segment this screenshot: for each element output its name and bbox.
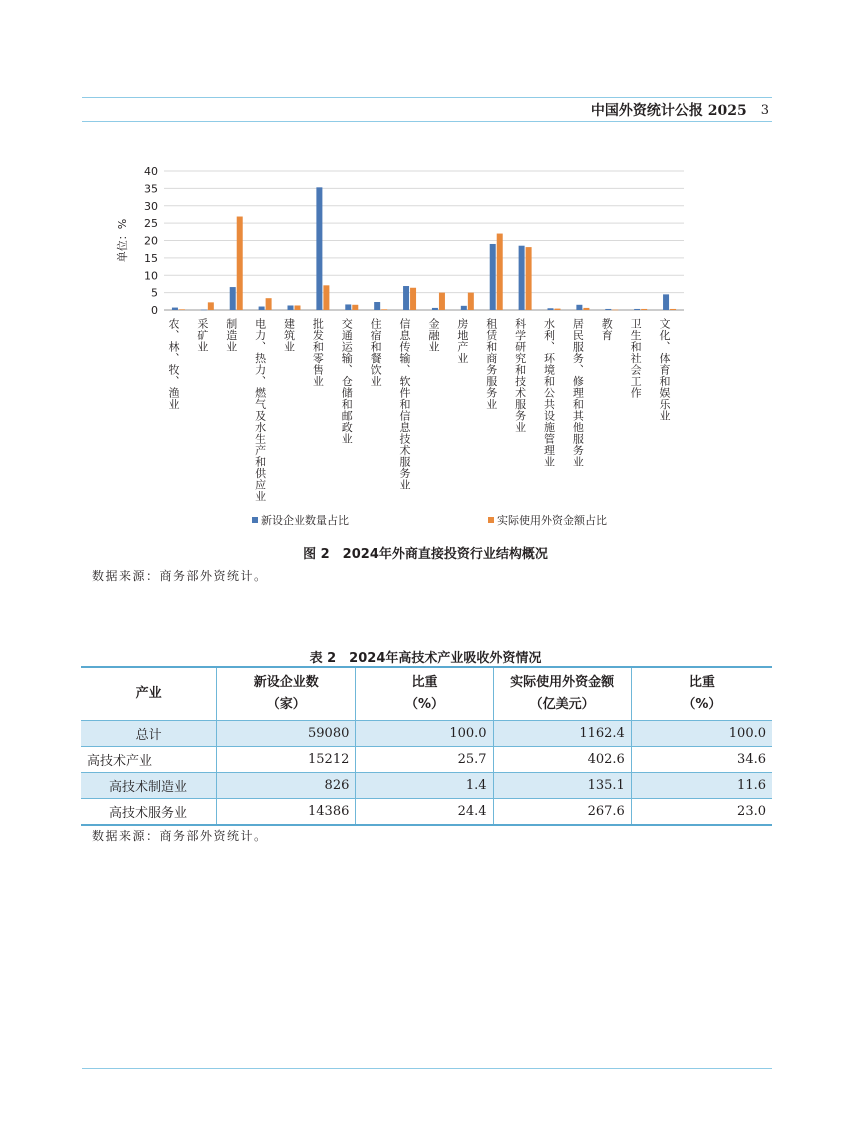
table-caption: 表 2 2024年高技术产业吸收外资情况 (309, 651, 542, 666)
bar-new-enterprises (201, 310, 207, 311)
row-label: 高技术服务业 (81, 799, 217, 826)
col-header-share-enterprises (356, 667, 493, 721)
row-label: 高技术产业 (81, 747, 217, 773)
bar-actual-fdi (410, 288, 416, 310)
bar-new-enterprises (432, 308, 438, 310)
col-header-line2: （家） (266, 697, 306, 712)
bar-actual-fdi (179, 309, 185, 310)
x-category-label: 文化、体育和娱乐业 (658, 318, 672, 422)
y-tick-label: 25 (144, 217, 158, 231)
x-category-label: 水利、环境和公共设施管理业 (542, 318, 556, 468)
bar-new-enterprises (288, 305, 294, 310)
legend-label: 实际使用外资金额占比 (497, 514, 607, 527)
col-header-line1: 产业 (135, 686, 162, 701)
x-category-label: 教育 (600, 318, 614, 341)
bar-new-enterprises (345, 304, 351, 310)
x-category-label: 信息传输、软件和信息技术服务业 (398, 318, 412, 491)
legend-swatch (252, 517, 258, 523)
bar-actual-fdi (237, 217, 243, 310)
table-row-high-tech-manufacturing (81, 773, 772, 799)
table-source: 数据来源：商务部外资统计。 (92, 829, 268, 843)
cell-share-fdi: 11.6 (631, 773, 772, 799)
bar-actual-fdi (555, 309, 561, 310)
col-header-industry (81, 667, 217, 721)
col-header-line1: 比重 (688, 675, 715, 690)
row-label: 高技术制造业 (81, 773, 217, 799)
cell-share-enterprises: 25.7 (356, 747, 493, 773)
x-category-label: 住宿和餐饮业 (369, 318, 383, 387)
bar-actual-fdi (266, 298, 272, 310)
cell-new-enterprises: 15212 (217, 747, 356, 773)
bar-actual-fdi (208, 302, 214, 310)
y-tick-label: 15 (144, 251, 158, 265)
y-tick-label: 40 (144, 165, 158, 178)
header-title: 中国外资统计公报 2025 (590, 103, 747, 119)
x-category-label: 制造业 (224, 318, 238, 353)
cell-actual-fdi: 135.1 (493, 773, 631, 799)
bar-actual-fdi (352, 305, 358, 310)
bar-actual-fdi (439, 293, 445, 310)
col-header-line1: 比重 (411, 675, 438, 690)
bar-actual-fdi (497, 234, 503, 310)
x-category-label: 交通运输、仓储和邮政业 (340, 318, 354, 445)
bar-new-enterprises (576, 305, 582, 310)
bar-new-enterprises (461, 306, 467, 310)
bar-new-enterprises (634, 309, 640, 310)
cell-share-fdi: 100.0 (631, 721, 772, 747)
bar-actual-fdi (641, 309, 647, 310)
page-number: 3 (760, 102, 769, 118)
cell-share-fdi: 23.0 (631, 799, 772, 826)
x-category-label: 房地产业 (455, 318, 469, 364)
figure-caption: 图 2 2024年外商直接投资行业结构概况 (303, 547, 548, 562)
bar-new-enterprises (230, 287, 236, 310)
cell-actual-fdi: 267.6 (493, 799, 631, 826)
bar-actual-fdi (323, 285, 329, 310)
bar-new-enterprises (519, 246, 525, 310)
table-row-high-tech-services (81, 799, 772, 826)
figure-source: 数据来源：商务部外资统计。 (92, 569, 268, 583)
x-category-label: 卫生和社会工作 (629, 318, 643, 399)
legend-swatch (488, 517, 494, 523)
bar-new-enterprises (374, 302, 380, 310)
high-tech-fdi-table (81, 666, 772, 826)
footer-rule (82, 1068, 772, 1069)
bar-new-enterprises (605, 309, 611, 310)
y-tick-label: 10 (144, 269, 158, 283)
page-header (591, 100, 769, 120)
cell-share-enterprises: 24.4 (356, 799, 493, 826)
bar-actual-fdi (583, 308, 589, 310)
x-category-label: 采矿业 (195, 318, 209, 353)
cell-new-enterprises: 59080 (217, 721, 356, 747)
y-tick-label: 35 (144, 182, 158, 196)
bar-new-enterprises (172, 308, 178, 310)
col-header-line1: 实际使用外资金额 (510, 675, 615, 690)
x-category-label: 金融业 (426, 318, 440, 353)
x-category-label: 批发和零售业 (311, 318, 325, 387)
header-top-rule (82, 97, 772, 98)
table-header-row (81, 667, 772, 721)
y-tick-label: 30 (144, 199, 158, 213)
cell-new-enterprises: 14386 (217, 799, 356, 826)
cell-new-enterprises: 826 (217, 773, 356, 799)
bar-actual-fdi (670, 309, 676, 310)
bar-new-enterprises (663, 294, 669, 310)
bar-actual-fdi (468, 293, 474, 310)
cell-share-enterprises: 1.4 (356, 773, 493, 799)
industry-structure-chart (100, 160, 710, 540)
col-header-line1: 新设企业数 (253, 675, 319, 690)
col-header-share-fdi (631, 667, 772, 721)
bar-new-enterprises (490, 244, 496, 310)
cell-actual-fdi: 1162.4 (493, 721, 631, 747)
bar-new-enterprises (548, 308, 554, 310)
col-header-line2: （%） (682, 697, 722, 712)
col-header-actual-fdi (493, 667, 631, 721)
x-category-label: 建筑业 (282, 318, 296, 353)
y-tick-label: 0 (151, 304, 158, 317)
y-tick-label: 20 (144, 234, 158, 248)
x-category-label: 居民服务、修理和其他服务业 (571, 318, 585, 468)
cell-share-fdi: 34.6 (631, 747, 772, 773)
bar-new-enterprises (259, 307, 265, 310)
bar-actual-fdi (526, 247, 532, 310)
x-category-label: 租赁和商务服务业 (484, 318, 498, 410)
legend-label: 新设企业数量占比 (261, 514, 349, 527)
col-header-line2: （亿美元） (529, 697, 595, 712)
col-header-line2: （%） (404, 697, 444, 712)
table-row-high-tech (81, 747, 772, 773)
bar-new-enterprises (316, 187, 322, 310)
x-category-label: 科学研究和技术服务业 (513, 318, 527, 433)
y-axis-label: 单位：% (116, 218, 129, 263)
x-category-label: 电力、热力、燃气及水生产和供应业 (253, 318, 267, 502)
table-row-total (81, 721, 772, 747)
col-header-new-enterprises (217, 667, 356, 721)
y-tick-label: 5 (151, 286, 158, 300)
bar-actual-fdi (612, 310, 618, 311)
cell-actual-fdi: 402.6 (493, 747, 631, 773)
x-category-label: 农、林、牧、渔业 (166, 318, 180, 410)
bar-actual-fdi (295, 305, 301, 310)
header-bottom-rule (82, 121, 772, 122)
bar-actual-fdi (381, 309, 387, 310)
bar-new-enterprises (403, 286, 409, 310)
cell-share-enterprises: 100.0 (356, 721, 493, 747)
row-label: 总计 (81, 721, 217, 747)
